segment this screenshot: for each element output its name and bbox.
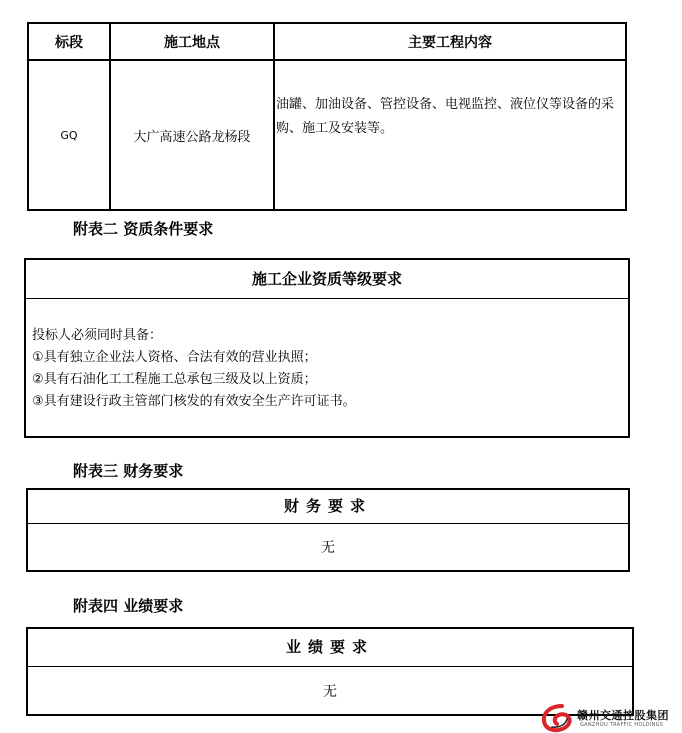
cell-section: GQ xyxy=(28,60,110,210)
qualification-line: ②具有石油化工工程施工总承包三级及以上资质； xyxy=(32,372,317,387)
table-header-row xyxy=(28,23,626,60)
performance-header: 业绩要求 xyxy=(28,629,632,667)
qualification-line: ③具有建设行政主管部门核发的有效安全生产许可证书。 xyxy=(32,394,356,409)
cell-content: 油罐、加油设备、管控设备、电视监控、液位仪等设备的采购、施工及安装等。 xyxy=(274,60,626,210)
qualification-line: ①具有独立企业法人资格、合法有效的营业执照； xyxy=(32,350,317,365)
cell-location: 大广高速公路龙杨段 xyxy=(110,60,274,210)
performance-value: 无 xyxy=(323,684,337,700)
header-content: 主要工程内容 xyxy=(274,23,626,60)
company-logo xyxy=(540,703,682,733)
header-location: 施工地点 xyxy=(110,23,274,60)
qualification-line: 投标人必须同时具备： xyxy=(32,328,163,343)
logo-name: 赣州交通控股集团 xyxy=(577,709,669,722)
annex2-title: 附表二 资质条件要求 xyxy=(73,220,214,238)
logo-swirl-icon xyxy=(540,703,574,733)
finance-box xyxy=(26,488,630,572)
qualification-header: 施工企业资质等级要求 xyxy=(26,260,628,299)
annex4-title: 附表四 业绩要求 xyxy=(73,597,184,615)
table-row xyxy=(28,60,626,210)
qualification-box xyxy=(24,258,630,438)
finance-value: 无 xyxy=(321,540,335,556)
qualification-lines xyxy=(26,299,628,413)
project-table xyxy=(27,22,627,211)
logo-english: GANZHOU TRAFFIC HOLDINGS xyxy=(580,722,664,728)
annex3-title: 附表三 财务要求 xyxy=(73,462,184,480)
header-section: 标段 xyxy=(28,23,110,60)
finance-header: 财务要求 xyxy=(28,490,628,524)
